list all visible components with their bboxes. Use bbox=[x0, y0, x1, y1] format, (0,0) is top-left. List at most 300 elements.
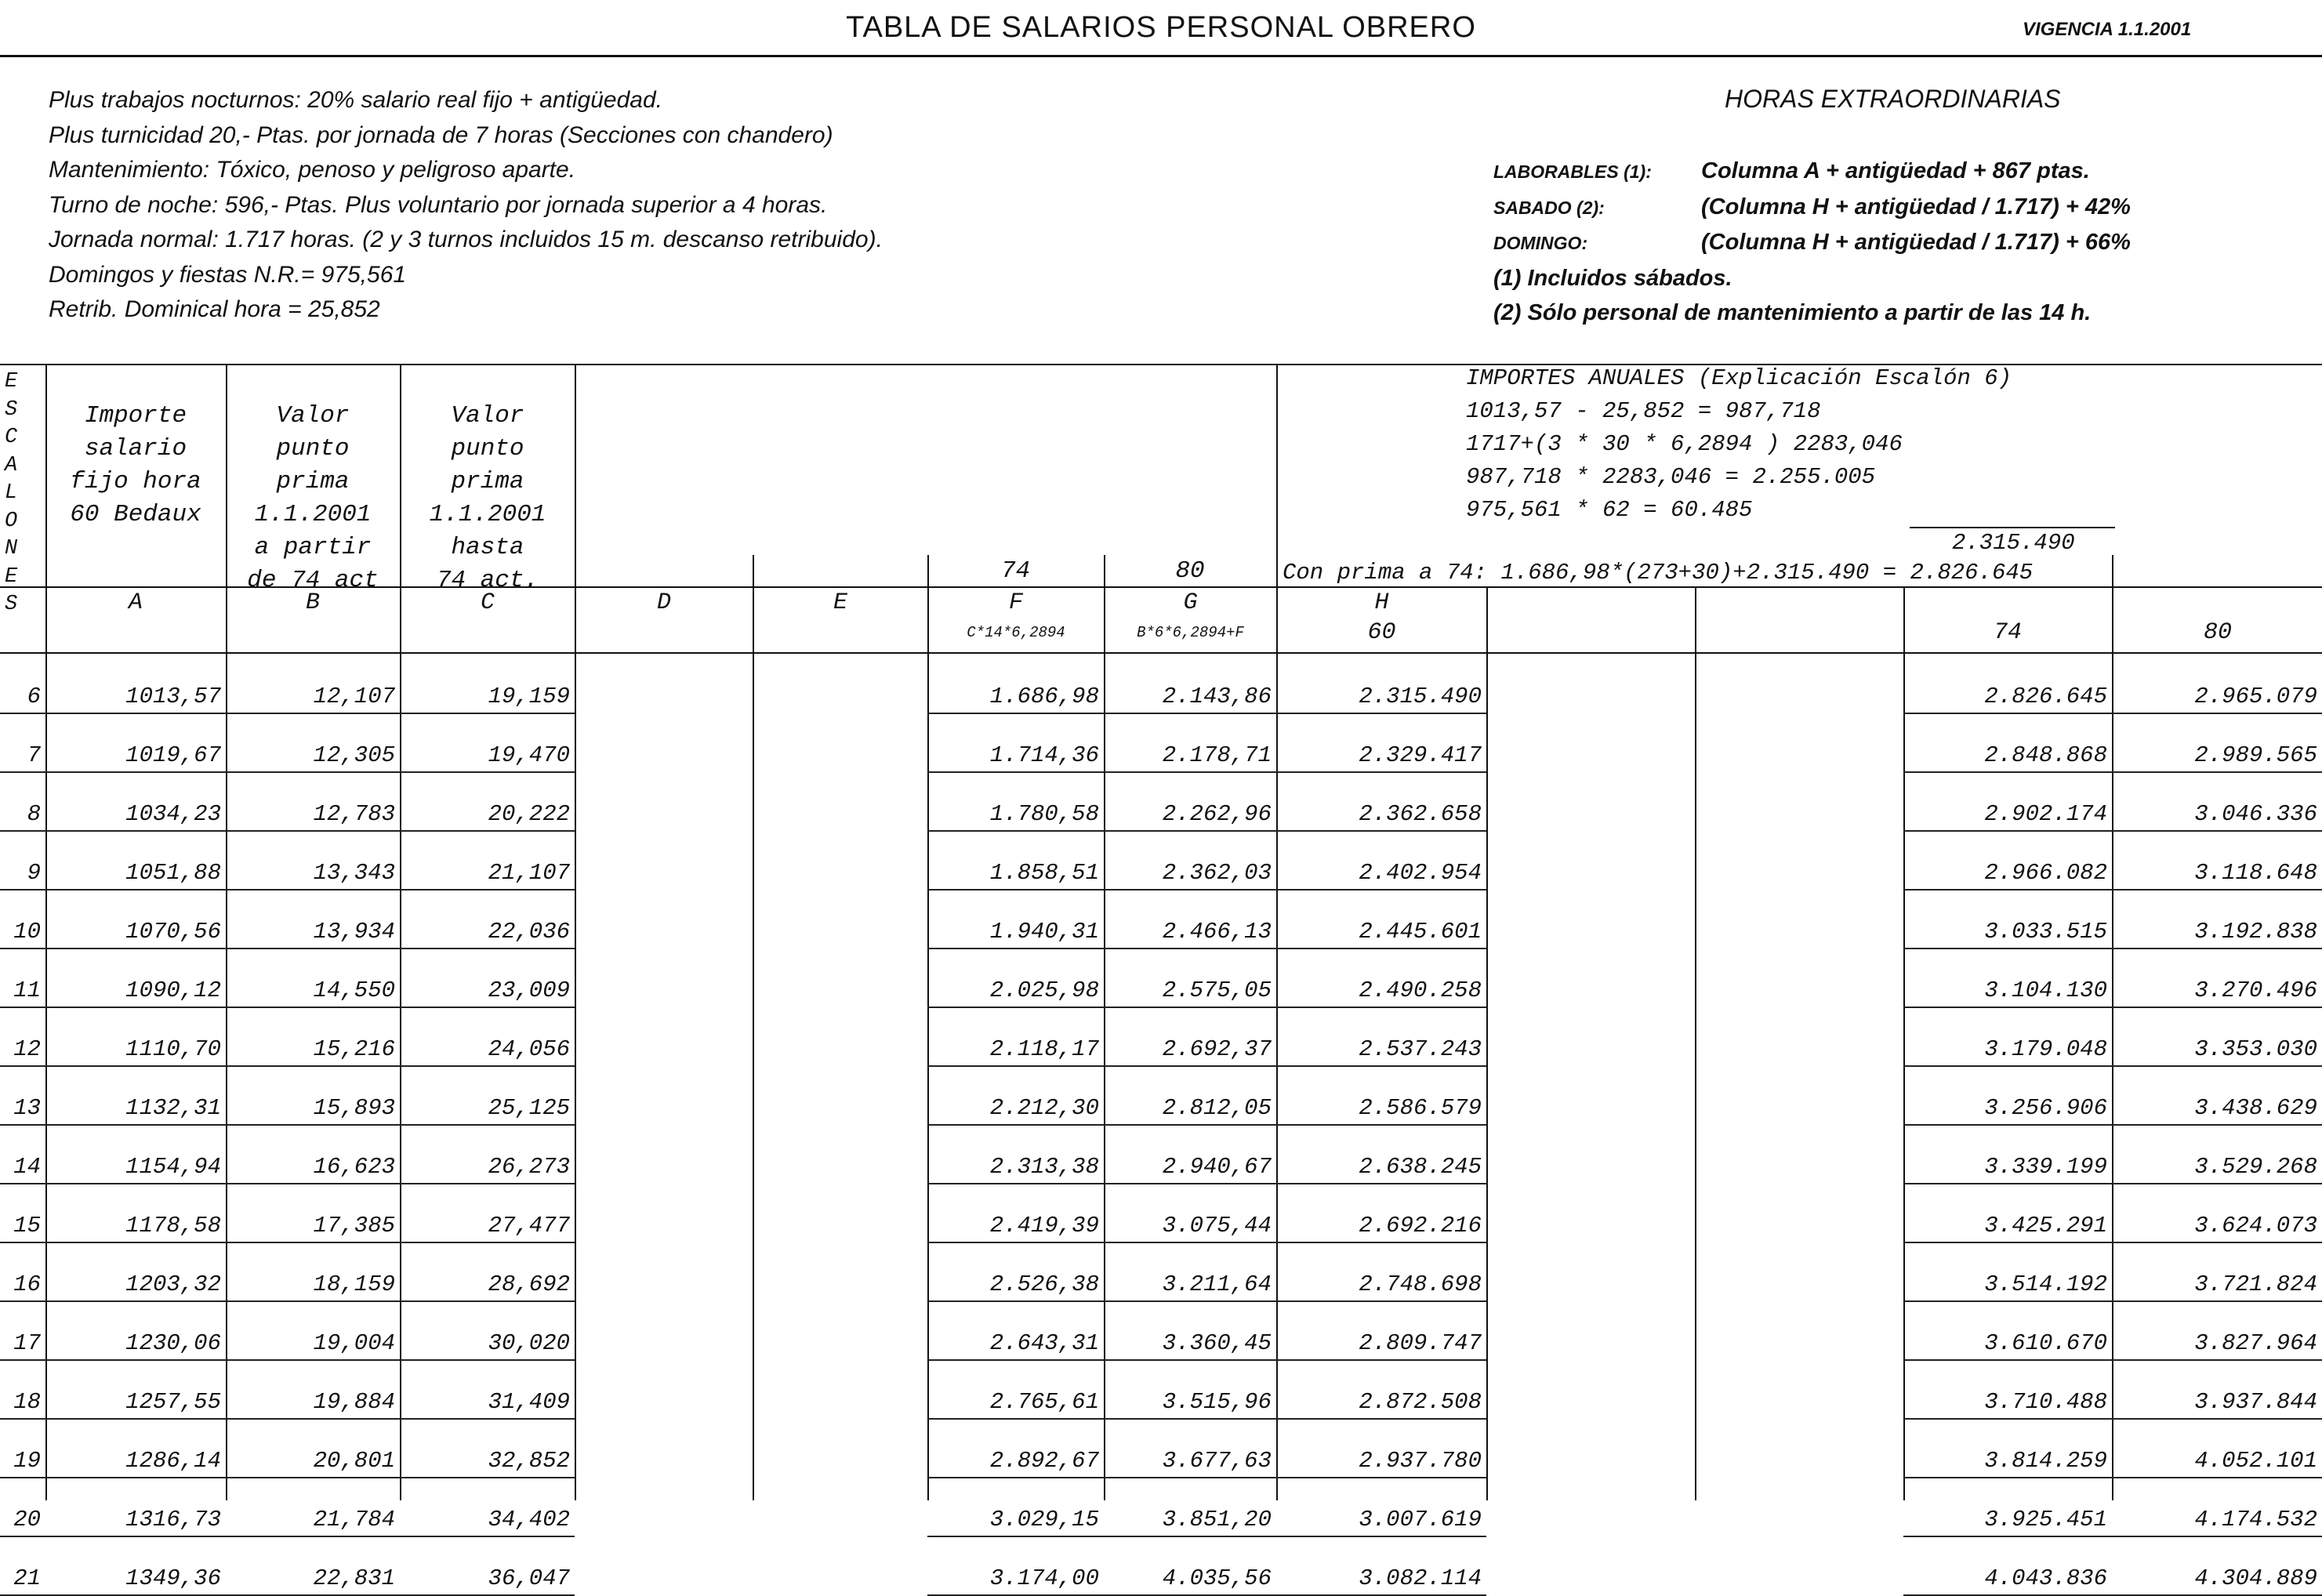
note-line: Plus turnicidad 20,- Ptas. por jornada de 7 horas (Secciones con chandero) bbox=[49, 122, 833, 148]
escalon-cell bbox=[0, 1242, 45, 1301]
value-F: 2.526,38 bbox=[989, 1271, 1099, 1297]
header-line: Valor bbox=[276, 402, 350, 430]
value-H: 2.362.658 bbox=[1359, 801, 1482, 827]
escalon-cell bbox=[0, 655, 45, 713]
cell-D bbox=[575, 772, 753, 831]
value-F: 2.313,38 bbox=[989, 1154, 1099, 1180]
escalon-number: 7 bbox=[27, 742, 41, 768]
cell-k bbox=[1903, 1419, 2112, 1478]
cell-k bbox=[1903, 949, 2112, 1007]
cell-H bbox=[1276, 1125, 1486, 1184]
value-A: 1110,70 bbox=[125, 1036, 221, 1062]
escalon-cell bbox=[0, 713, 45, 772]
header-line: a partir bbox=[254, 534, 372, 561]
value-C: 20,222 bbox=[488, 801, 570, 827]
value-C: 22,036 bbox=[488, 919, 570, 945]
value-C: 27,477 bbox=[488, 1213, 570, 1239]
value-G: 2.812,05 bbox=[1162, 1095, 1272, 1121]
value-C: 36,047 bbox=[488, 1565, 570, 1591]
cell-F bbox=[927, 1478, 1104, 1536]
value-C: 19,159 bbox=[488, 684, 570, 709]
importes-title: IMPORTES ANUALES (Explicación Escalón 6) bbox=[1466, 365, 2012, 391]
escalon-letter: L bbox=[5, 481, 18, 505]
cell-j bbox=[1695, 1066, 1903, 1125]
cell-E bbox=[753, 1360, 927, 1419]
cell-i bbox=[1486, 713, 1695, 772]
value-G: 3.075,44 bbox=[1162, 1213, 1272, 1239]
table-row bbox=[0, 655, 2322, 713]
cell-G bbox=[1104, 1007, 1276, 1066]
value-A: 1090,12 bbox=[125, 978, 221, 1003]
escalon-cell bbox=[0, 949, 45, 1007]
value-l: 4.304.889 bbox=[2194, 1565, 2317, 1591]
value-B: 13,934 bbox=[313, 919, 395, 945]
cell-k bbox=[1903, 831, 2112, 890]
cell-j bbox=[1695, 1536, 1903, 1595]
cell-l bbox=[2112, 1478, 2322, 1536]
cell-E bbox=[753, 1125, 927, 1184]
value-B: 12,783 bbox=[313, 801, 395, 827]
note-line: Jornada normal: 1.717 horas. (2 y 3 turnos incluidos 15 m. descanso retribuido). bbox=[49, 227, 883, 252]
col-g-top: 80 bbox=[1175, 557, 1205, 585]
horas-extra-text: (Columna H + antigüedad / 1.717) + 42% bbox=[1701, 194, 2131, 219]
cell-H bbox=[1276, 831, 1486, 890]
importes-prima-line: Con prima a 74: 1.686,98*(273+30)+2.315.490 = 2.826.645 bbox=[1283, 560, 2034, 586]
header-line: 74 act. bbox=[436, 567, 539, 594]
value-F: 1.858,51 bbox=[989, 860, 1099, 886]
col-g-formula: B*6*6,2894+F bbox=[1137, 624, 1244, 641]
cell-k bbox=[1903, 1478, 2112, 1536]
value-H: 2.402.954 bbox=[1359, 860, 1482, 886]
cell-G bbox=[1104, 1184, 1276, 1242]
value-A: 1154,94 bbox=[125, 1154, 221, 1180]
escalon-letter: N bbox=[5, 537, 18, 560]
table-row bbox=[0, 949, 2322, 1007]
escalon-number: 13 bbox=[13, 1095, 41, 1121]
table-body bbox=[0, 364, 2322, 1595]
cell-E bbox=[753, 1478, 927, 1536]
cell-C bbox=[400, 1066, 575, 1125]
cell-j bbox=[1695, 831, 1903, 890]
cell-D bbox=[575, 1066, 753, 1125]
value-C: 23,009 bbox=[488, 978, 570, 1003]
cell-k bbox=[1903, 772, 2112, 831]
value-F: 1.714,36 bbox=[989, 742, 1099, 768]
cell-A bbox=[45, 890, 226, 949]
cell-k bbox=[1903, 1125, 2112, 1184]
escalon-letter: E bbox=[5, 564, 18, 589]
cell-A bbox=[45, 1536, 226, 1595]
escalon-cell bbox=[0, 1478, 45, 1536]
table-row bbox=[0, 772, 2322, 831]
cell-k bbox=[1903, 1360, 2112, 1419]
cell-C bbox=[400, 1301, 575, 1360]
cell-A bbox=[45, 772, 226, 831]
cell-i bbox=[1486, 1242, 1695, 1301]
cell-j bbox=[1695, 890, 1903, 949]
note-line: Turno de noche: 596,- Ptas. Plus voluntario por jornada superior a 4 horas. bbox=[49, 191, 828, 218]
escalon-letter: S bbox=[5, 593, 18, 616]
col-letter: G bbox=[1183, 589, 1198, 616]
cell-G bbox=[1104, 772, 1276, 831]
cell-l bbox=[2112, 1066, 2322, 1125]
cell-F bbox=[927, 1301, 1104, 1360]
cell-D bbox=[575, 1301, 753, 1360]
cell-E bbox=[753, 1066, 927, 1125]
value-H: 2.692.216 bbox=[1359, 1213, 1482, 1239]
escalon-letter: C bbox=[5, 426, 18, 449]
value-H: 2.445.601 bbox=[1359, 919, 1482, 945]
cell-H bbox=[1276, 1007, 1486, 1066]
cell-i bbox=[1486, 1301, 1695, 1360]
note-line: Plus trabajos nocturnos: 20% salario real fijo + antigüedad. bbox=[49, 87, 662, 113]
cell-A bbox=[45, 831, 226, 890]
cell-D bbox=[575, 1125, 753, 1184]
col-f-formula: C*14*6,2894 bbox=[967, 624, 1065, 641]
cell-l bbox=[2112, 713, 2322, 772]
cell-k bbox=[1903, 1007, 2112, 1066]
value-G: 3.851,20 bbox=[1162, 1507, 1272, 1533]
value-B: 14,550 bbox=[313, 978, 395, 1003]
cell-D bbox=[575, 1007, 753, 1066]
importes-line: 987,718 * 2283,046 = 2.255.005 bbox=[1466, 464, 1876, 490]
cell-H bbox=[1276, 1184, 1486, 1242]
cell-B bbox=[226, 949, 400, 1007]
value-A: 1132,31 bbox=[125, 1095, 221, 1121]
value-F: 1.780,58 bbox=[989, 801, 1099, 827]
header-line: prima bbox=[276, 468, 350, 495]
escalon-number: 9 bbox=[27, 860, 41, 886]
value-G: 3.515,96 bbox=[1162, 1389, 1272, 1415]
value-F: 2.643,31 bbox=[989, 1330, 1099, 1356]
value-B: 13,343 bbox=[313, 860, 395, 886]
cell-E bbox=[753, 1301, 927, 1360]
col-k-sub: 74 bbox=[1993, 619, 2022, 646]
value-C: 26,273 bbox=[488, 1154, 570, 1180]
escalon-number: 16 bbox=[13, 1271, 41, 1297]
cell-G bbox=[1104, 1242, 1276, 1301]
table-row bbox=[0, 890, 2322, 949]
value-G: 2.262,96 bbox=[1162, 801, 1272, 827]
value-G: 2.362,03 bbox=[1162, 860, 1272, 886]
value-F: 3.029,15 bbox=[989, 1507, 1099, 1533]
value-C: 32,852 bbox=[488, 1448, 570, 1474]
value-F: 2.419,39 bbox=[989, 1213, 1099, 1239]
cell-A bbox=[45, 1478, 226, 1536]
value-B: 19,004 bbox=[313, 1330, 395, 1356]
cell-k bbox=[1903, 713, 2112, 772]
value-C: 21,107 bbox=[488, 860, 570, 886]
value-B: 20,801 bbox=[313, 1448, 395, 1474]
cell-l bbox=[2112, 890, 2322, 949]
value-H: 2.809.747 bbox=[1359, 1330, 1482, 1356]
cell-E bbox=[753, 1242, 927, 1301]
cell-F bbox=[927, 1007, 1104, 1066]
table-row bbox=[0, 1184, 2322, 1242]
cell-C bbox=[400, 1184, 575, 1242]
cell-G bbox=[1104, 890, 1276, 949]
cell-B bbox=[226, 1478, 400, 1536]
cell-l bbox=[2112, 772, 2322, 831]
escalon-cell bbox=[0, 890, 45, 949]
header-spacer-row bbox=[0, 364, 2322, 655]
header-line: de 74 act bbox=[247, 567, 379, 594]
value-l: 3.046.336 bbox=[2194, 801, 2317, 827]
cell-F bbox=[927, 949, 1104, 1007]
value-G: 2.575,05 bbox=[1162, 978, 1272, 1003]
cell-i bbox=[1486, 1184, 1695, 1242]
col-h-sub: 60 bbox=[1367, 619, 1396, 646]
cell-l bbox=[2112, 1301, 2322, 1360]
cell-D bbox=[575, 655, 753, 713]
cell-G bbox=[1104, 1360, 1276, 1419]
cell-H bbox=[1276, 772, 1486, 831]
value-A: 1257,55 bbox=[125, 1389, 221, 1415]
escalon-number: 12 bbox=[13, 1036, 41, 1062]
cell-B bbox=[226, 1301, 400, 1360]
cell-F bbox=[927, 831, 1104, 890]
value-F: 2.025,98 bbox=[989, 978, 1099, 1003]
table-row bbox=[0, 713, 2322, 772]
cell-E bbox=[753, 1184, 927, 1242]
value-H: 2.586.579 bbox=[1359, 1095, 1482, 1121]
value-k: 3.610.670 bbox=[1984, 1330, 2107, 1356]
cell-l bbox=[2112, 1125, 2322, 1184]
table-row bbox=[0, 1478, 2322, 1536]
value-A: 1051,88 bbox=[125, 860, 221, 886]
table-row bbox=[0, 831, 2322, 890]
cell-C bbox=[400, 655, 575, 713]
notes-block bbox=[49, 83, 883, 328]
col-letter: D bbox=[656, 589, 671, 616]
horas-extra-row bbox=[1493, 154, 2131, 190]
cell-E bbox=[753, 831, 927, 890]
value-A: 1019,67 bbox=[125, 742, 221, 768]
value-k: 3.339.199 bbox=[1984, 1154, 2107, 1180]
value-k: 3.425.291 bbox=[1984, 1213, 2107, 1239]
value-A: 1013,57 bbox=[125, 684, 221, 709]
cell-D bbox=[575, 1360, 753, 1419]
cell-A bbox=[45, 655, 226, 713]
cell-H bbox=[1276, 1419, 1486, 1478]
cell-G bbox=[1104, 1066, 1276, 1125]
horas-extra-text: Columna A + antigüedad + 867 ptas. bbox=[1701, 158, 2090, 183]
escalon-number: 18 bbox=[13, 1389, 41, 1415]
value-k: 3.710.488 bbox=[1984, 1389, 2107, 1415]
table-row bbox=[0, 1536, 2322, 1595]
escalon-number: 19 bbox=[13, 1448, 41, 1474]
escalon-number: 10 bbox=[13, 919, 41, 945]
cell-i bbox=[1486, 949, 1695, 1007]
cell-F bbox=[927, 772, 1104, 831]
cell-l bbox=[2112, 655, 2322, 713]
value-k: 2.826.645 bbox=[1984, 684, 2107, 709]
cell-j bbox=[1695, 1419, 1903, 1478]
value-B: 15,893 bbox=[313, 1095, 395, 1121]
value-G: 3.360,45 bbox=[1162, 1330, 1272, 1356]
escalon-cell bbox=[0, 772, 45, 831]
cell-i bbox=[1486, 772, 1695, 831]
value-k: 4.043.836 bbox=[1984, 1565, 2107, 1591]
value-H: 2.537.243 bbox=[1359, 1036, 1482, 1062]
escalon-cell bbox=[0, 1066, 45, 1125]
cell-j bbox=[1695, 1007, 1903, 1066]
value-B: 15,216 bbox=[313, 1036, 395, 1062]
cell-C bbox=[400, 713, 575, 772]
cell-G bbox=[1104, 1301, 1276, 1360]
cell-B bbox=[226, 890, 400, 949]
value-A: 1349,36 bbox=[125, 1565, 221, 1591]
cell-i bbox=[1486, 1419, 1695, 1478]
header-line: 1.1.2001 bbox=[429, 501, 546, 528]
cell-F bbox=[927, 1536, 1104, 1595]
cell-B bbox=[226, 1184, 400, 1242]
cell-E bbox=[753, 949, 927, 1007]
header-line: punto bbox=[276, 435, 350, 462]
value-l: 4.052.101 bbox=[2194, 1448, 2317, 1474]
value-F: 1.940,31 bbox=[989, 919, 1099, 945]
cell-D bbox=[575, 1536, 753, 1595]
cell-A bbox=[45, 1360, 226, 1419]
value-C: 25,125 bbox=[488, 1095, 570, 1121]
value-F: 2.892,67 bbox=[989, 1448, 1099, 1474]
header-line: salario bbox=[84, 435, 187, 462]
col-letter: A bbox=[128, 589, 143, 616]
value-G: 2.692,37 bbox=[1162, 1036, 1272, 1062]
value-F: 2.118,17 bbox=[989, 1036, 1099, 1062]
note-line: Mantenimiento: Tóxico, penoso y peligroso aparte. bbox=[49, 157, 576, 183]
cell-F bbox=[927, 1125, 1104, 1184]
cell-F bbox=[927, 1360, 1104, 1419]
value-l: 3.937.844 bbox=[2194, 1389, 2317, 1415]
cell-A bbox=[45, 1242, 226, 1301]
value-l: 3.118.648 bbox=[2194, 860, 2317, 886]
value-A: 1286,14 bbox=[125, 1448, 221, 1474]
cell-j bbox=[1695, 1242, 1903, 1301]
cell-C bbox=[400, 1007, 575, 1066]
cell-H bbox=[1276, 655, 1486, 713]
cell-D bbox=[575, 831, 753, 890]
cell-A bbox=[45, 1184, 226, 1242]
escalon-number: 17 bbox=[13, 1330, 41, 1356]
cell-F bbox=[927, 1066, 1104, 1125]
cell-i bbox=[1486, 1007, 1695, 1066]
horas-extra-row bbox=[1493, 225, 2131, 261]
value-H: 3.007.619 bbox=[1359, 1507, 1482, 1533]
cell-H bbox=[1276, 890, 1486, 949]
horas-extra-title: HORAS EXTRAORDINARIAS bbox=[1725, 85, 2061, 113]
col-letter: C bbox=[480, 589, 495, 616]
cell-E bbox=[753, 772, 927, 831]
value-A: 1203,32 bbox=[125, 1271, 221, 1297]
cell-l bbox=[2112, 1419, 2322, 1478]
value-B: 22,831 bbox=[313, 1565, 395, 1591]
header-line: Importe bbox=[84, 402, 187, 430]
page-title: TABLA DE SALARIOS PERSONAL OBRERO bbox=[846, 11, 1476, 44]
value-l: 3.192.838 bbox=[2194, 919, 2317, 945]
cell-H bbox=[1276, 1301, 1486, 1360]
col-letter: F bbox=[1008, 589, 1023, 616]
vigencia-label: VIGENCIA 1.1.2001 bbox=[2023, 19, 2192, 40]
value-H: 2.748.698 bbox=[1359, 1271, 1482, 1297]
cell-B bbox=[226, 1066, 400, 1125]
table-row bbox=[0, 1301, 2322, 1360]
cell-B bbox=[226, 1536, 400, 1595]
cell-D bbox=[575, 1184, 753, 1242]
value-F: 3.174,00 bbox=[989, 1565, 1099, 1591]
value-l: 4.174.532 bbox=[2194, 1507, 2317, 1533]
cell-l bbox=[2112, 1184, 2322, 1242]
escalon-cell bbox=[0, 1360, 45, 1419]
note-line: Retrib. Dominical hora = 25,852 bbox=[49, 296, 380, 322]
cell-G bbox=[1104, 831, 1276, 890]
value-l: 3.827.964 bbox=[2194, 1330, 2317, 1356]
cell-C bbox=[400, 1242, 575, 1301]
cell-i bbox=[1486, 1360, 1695, 1419]
cell-A bbox=[45, 949, 226, 1007]
value-l: 2.989.565 bbox=[2194, 742, 2317, 768]
cell-k bbox=[1903, 1066, 2112, 1125]
cell-D bbox=[575, 713, 753, 772]
horas-extra-label: LABORABLES (1): bbox=[1493, 161, 1652, 182]
cell-C bbox=[400, 1125, 575, 1184]
horas-extra-text: (Columna H + antigüedad / 1.717) + 66% bbox=[1701, 230, 2131, 255]
cell-E bbox=[753, 1419, 927, 1478]
escalon-cell bbox=[0, 1536, 45, 1595]
cell-C bbox=[400, 1536, 575, 1595]
cell-k bbox=[1903, 1184, 2112, 1242]
cell-B bbox=[226, 1125, 400, 1184]
table-row bbox=[0, 1360, 2322, 1419]
cell-j bbox=[1695, 1478, 1903, 1536]
cell-A bbox=[45, 1419, 226, 1478]
value-F: 2.765,61 bbox=[989, 1389, 1099, 1415]
escalon-number: 6 bbox=[27, 684, 41, 709]
escalon-letter: S bbox=[5, 397, 18, 422]
value-G: 2.143,86 bbox=[1162, 684, 1272, 709]
cell-F bbox=[927, 1419, 1104, 1478]
cell-C bbox=[400, 772, 575, 831]
escalon-cell bbox=[0, 1184, 45, 1242]
cell-B bbox=[226, 1419, 400, 1478]
cell-E bbox=[753, 655, 927, 713]
cell-B bbox=[226, 1007, 400, 1066]
cell-j bbox=[1695, 1125, 1903, 1184]
value-C: 28,692 bbox=[488, 1271, 570, 1297]
cell-k bbox=[1903, 1301, 2112, 1360]
cell-i bbox=[1486, 1125, 1695, 1184]
value-G: 2.466,13 bbox=[1162, 919, 1272, 945]
value-G: 3.211,64 bbox=[1162, 1271, 1272, 1297]
cell-H bbox=[1276, 1066, 1486, 1125]
value-G: 3.677,63 bbox=[1162, 1448, 1272, 1474]
escalon-number: 14 bbox=[13, 1154, 41, 1180]
cell-D bbox=[575, 1478, 753, 1536]
horas-extra-label: DOMINGO: bbox=[1493, 233, 1588, 253]
value-A: 1316,73 bbox=[125, 1507, 221, 1533]
escalon-number: 21 bbox=[13, 1565, 41, 1591]
cell-j bbox=[1695, 713, 1903, 772]
value-C: 31,409 bbox=[488, 1389, 570, 1415]
value-H: 2.638.245 bbox=[1359, 1154, 1482, 1180]
cell-i bbox=[1486, 831, 1695, 890]
value-C: 19,470 bbox=[488, 742, 570, 768]
cell-A bbox=[45, 1007, 226, 1066]
value-H: 2.315.490 bbox=[1359, 684, 1482, 709]
col-f-top: 74 bbox=[1000, 557, 1031, 585]
value-k: 3.256.906 bbox=[1984, 1095, 2107, 1121]
cell-B bbox=[226, 772, 400, 831]
